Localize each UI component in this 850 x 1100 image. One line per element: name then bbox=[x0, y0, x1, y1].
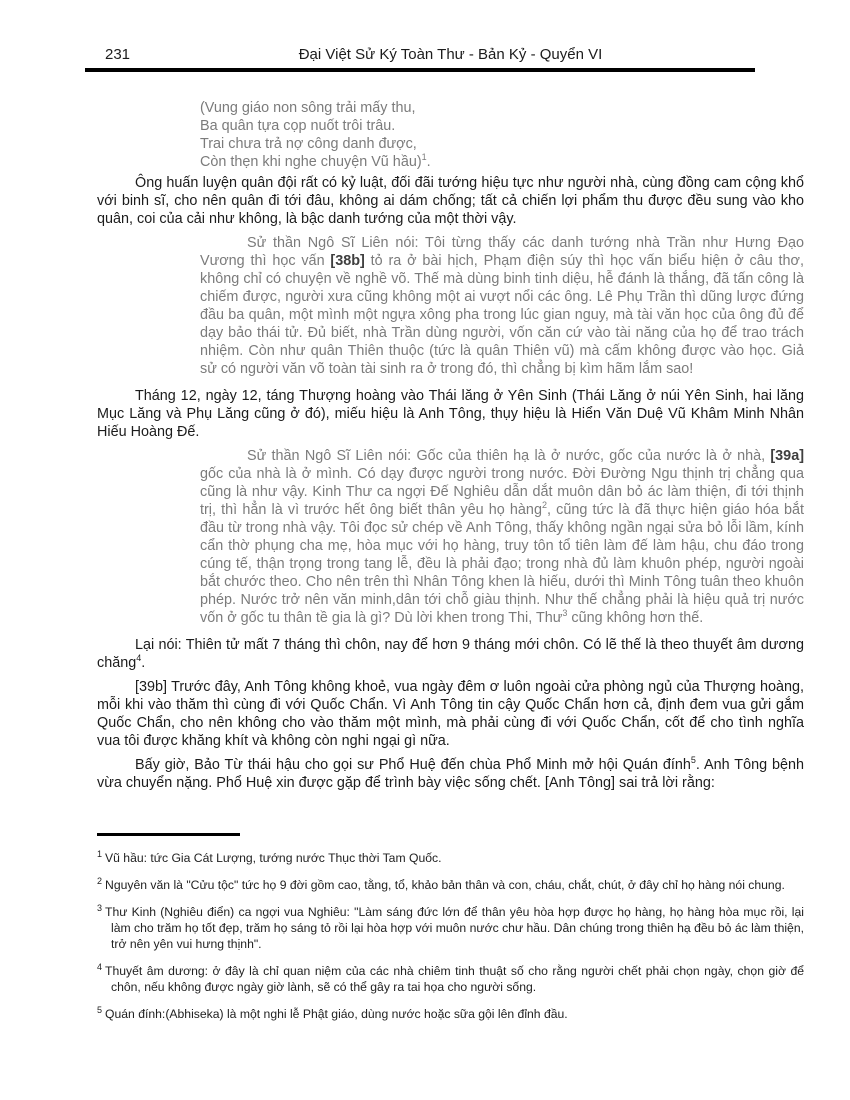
footnote-text: Thuyết âm dương: ở đây là chỉ quan niệm của các nhà chiêm tinh thuật số cho rằng người chết phải chọn ngày, chọn giờ để chôn, nếu không được ngày giờ lành, sẽ có thể gây ra tai họa cho người sống. bbox=[105, 964, 804, 994]
text-run: Trai chưa trả nợ công danh được, bbox=[200, 136, 417, 152]
text-run: gốc của nhà là ở mình. Có dạy được người trong nước. Đời Đường Ngu thịnh trị chẳng qua cũng là như vậy. Kinh Thư ca ngợi Đế Nghiêu dẫn dắt muôn dân bỏ ác làm thiện, đi tới thịnh trị, thì hẳn là vì trước hết ông biết thân yêu họ hàng bbox=[200, 466, 804, 518]
footnote-ref: 4 bbox=[136, 653, 142, 664]
text-run: . bbox=[426, 154, 431, 170]
footnote-section bbox=[97, 833, 804, 1033]
text-run: . bbox=[141, 655, 146, 671]
text-run: cũng không hơn thế. bbox=[567, 610, 704, 626]
paragraph-pho-hue bbox=[97, 756, 804, 792]
text-run: [38b] bbox=[330, 253, 365, 269]
historian-comment-block bbox=[200, 447, 804, 627]
footnote-number: 5 bbox=[97, 1004, 103, 1015]
paragraph-burial bbox=[97, 387, 804, 441]
footnote-text: Nguyên văn là "Cửu tộc" tức họ 9 đời gồm cao, tằng, tổ, khảo bản thân và con, cháu, chắt, chút, ở đây chỉ họ hàng nói chung. bbox=[105, 878, 785, 892]
footnote-separator bbox=[97, 833, 240, 836]
header-rule bbox=[85, 68, 755, 72]
footnote-number: 1 bbox=[97, 848, 103, 859]
footnote-number: 4 bbox=[97, 961, 103, 972]
text-run: (Vung giáo non sông trải mấy thu, bbox=[200, 100, 416, 116]
footnote-item bbox=[97, 877, 804, 893]
footnote-item bbox=[97, 963, 804, 995]
text-run: Tháng 12, ngày 12, táng Thượng hoàng vào Thái lăng ở Yên Sinh (Thái Lăng ở núi Yên Sinh, hai lăng Mục Lăng và Phụ Lăng cũng ở đó), miếu hiệu là Anh Tông, thụy hiệu là Hiển Văn Duệ Vũ Khâm Minh Nhân Hiếu Hoàng Đế. bbox=[97, 388, 804, 440]
footnote-number: 3 bbox=[97, 902, 103, 913]
text-run: Ba quân tựa cọp nuốt trôi trâu. bbox=[200, 118, 396, 134]
historian-comment-block bbox=[200, 234, 804, 378]
text-run: . Anh Tông bệnh vừa chuyển nặng. Phổ Huệ xin được gặp để trình bày việc sống chết. [Anh Tông] sai trả lời rằng: bbox=[97, 757, 804, 791]
text-run: tỏ ra ở bài hịch, Phạm điện súy thì học vấn biểu hiện ở câu thơ, không chỉ có chuyện về nghề võ. Thế mà dùng binh tinh diệu, hễ đánh là thắng, đã tấn công là chiếm được, người xưa cũng không một ai vượt nổi các ông. Lê Phụ Trần thì dũng lược đứng đầu ba quân, một mình một ngựa xông pha trong lúc gian nguy, mà tài văn học của ông đủ để dạy bảo thái tử. Đủ biết, nhà Trần dùng người, vốn căn cứ vào tài năng của họ để trao trách nhiệm. Còn như quân Thiên thuộc (tức là quân Thiên vũ) mà cấm không được vào học. Giả sử có người văn võ toàn tài sinh ra ở trong đó, thì chẳng bị kìm hãm lắm sao! bbox=[200, 253, 804, 377]
poem-line bbox=[200, 135, 804, 153]
paragraph-yin-yang bbox=[97, 636, 804, 672]
poem-block bbox=[200, 99, 804, 171]
poem-line bbox=[200, 99, 804, 117]
text-run: , cũng tức là đã thực hiện giáo hóa bắt đầu từ trong nhà vậy. Tôi đọc sử chép về Anh Tông, thấy không ngần ngại sửa bỏ lỗi lầm, kính cẩn thờ phụng cha mẹ, hòa mục với họ hàng, truy tôn tổ tiên làm đế làm hậu, chu đáo trong cúng tế, thận trọng trong tang lễ, đều là phải đạo; trong nhà đủ làm khuôn phép, người ngoài bắt chước theo. Cho nên trên thì Nhân Tông khen là hiếu, dưới thì Minh Tông tuân theo khuôn phép. Nước trở nên văn minh,dân tới chỗ giàu thịnh. Như thế chẳng phải là hiệu quả trị nước vốn ở gốc tu thân tề gia là gì? Dù lời khen trong Thi, Thư bbox=[200, 502, 805, 626]
text-run: Còn thẹn khi nghe chuyện Vũ hầu) bbox=[200, 154, 422, 170]
text-run: [39a] bbox=[770, 448, 804, 464]
footnote-item bbox=[97, 904, 804, 952]
footnote-text: Vũ hầu: tức Gia Cát Lượng, tướng nước Thục thời Tam Quốc. bbox=[105, 851, 442, 865]
text-run: Sử thần Ngô Sĩ Liên nói: Tôi từng thấy các danh tướng nhà Trần như Hưng Đạo Vương thì học vấn bbox=[200, 235, 804, 269]
text-run: Bấy giờ, Bảo Từ thái hậu cho gọi sư Phổ Huệ đến chùa Phổ Minh mở hội Quán đính bbox=[135, 757, 691, 773]
footnote-text: Thư Kinh (Nghiêu điển) ca ngợi vua Nghiêu: "Làm sáng đức lớn để thân yêu hòa hợp được họ hàng, họ hàng hòa mục rồi, lại làm cho trăm họ tốt đẹp, trăm họ sáng tỏ rồi lại hòa hợp với muôn nước chư hầu. Dân chúng trong thiên hạ đều bỏ ác làm thiện, trở nên yên vui hưng thịnh". bbox=[105, 905, 804, 951]
main-content bbox=[97, 99, 804, 798]
footnote-ref: 3 bbox=[562, 608, 568, 619]
footnote-text: Quán đính:(Abhiseka) là một nghi lễ Phật giáo, dùng nước hoặc sữa gội lên đỉnh đầu. bbox=[105, 1007, 568, 1021]
poem-line bbox=[200, 117, 804, 135]
page-title: Đại Việt Sử Ký Toàn Thư - Bản Kỷ - Quyển VI bbox=[298, 46, 603, 63]
footnote-item bbox=[97, 1006, 804, 1022]
footnote-ref: 2 bbox=[541, 500, 547, 511]
text-run: Sử thần Ngô Sĩ Liên nói: Gốc của thiên hạ là ở nước, gốc của nước là ở nhà, bbox=[247, 448, 771, 464]
text-run: [39b] Trước đây, Anh Tông không khoẻ, vua ngày đêm ơ luôn ngoài cửa phòng ngủ của Thượng hoàng, mỗi khi vào thăm thì cùng đi với Quốc Chẩn. Vì Anh Tông tin cậy Quốc Chẩn hơn cả, định đem vua gửi gắm Quốc Chẩn, cho nên không cho vào thăm một mình, mà phải cùng đi với Quốc Chẩn, cốt để cho tình nghĩa vua tôi được khăng khít và không còn nghi ngại gì nữa. bbox=[97, 679, 804, 749]
footnote-number: 2 bbox=[97, 875, 103, 886]
page-number: 231 bbox=[105, 46, 131, 63]
poem-line bbox=[200, 153, 804, 171]
paragraph-quoc-chan bbox=[97, 678, 804, 750]
text-run: Lại nói: Thiên tử mất 7 tháng thì chôn, nay để hơn 9 tháng mới chôn. Có lẽ thế là theo thuyết âm dương chăng bbox=[97, 637, 804, 671]
footnote-ref: 5 bbox=[690, 755, 696, 766]
footnote-item bbox=[97, 850, 804, 866]
footnote-ref: 1 bbox=[421, 152, 427, 163]
paragraph-training bbox=[97, 174, 804, 228]
text-run: Ông huấn luyện quân đội rất có kỷ luật, đối đãi tướng hiệu tực như người nhà, cùng đồng cam cộng khổ với binh sĩ, cho nên quân đi tới đâu, không ai dám chống; tất cả chiến lợi phẩm thu được đều sung vào kho quân, coi của cải như không, là bậc danh tướng của một thời vậy. bbox=[97, 175, 804, 227]
